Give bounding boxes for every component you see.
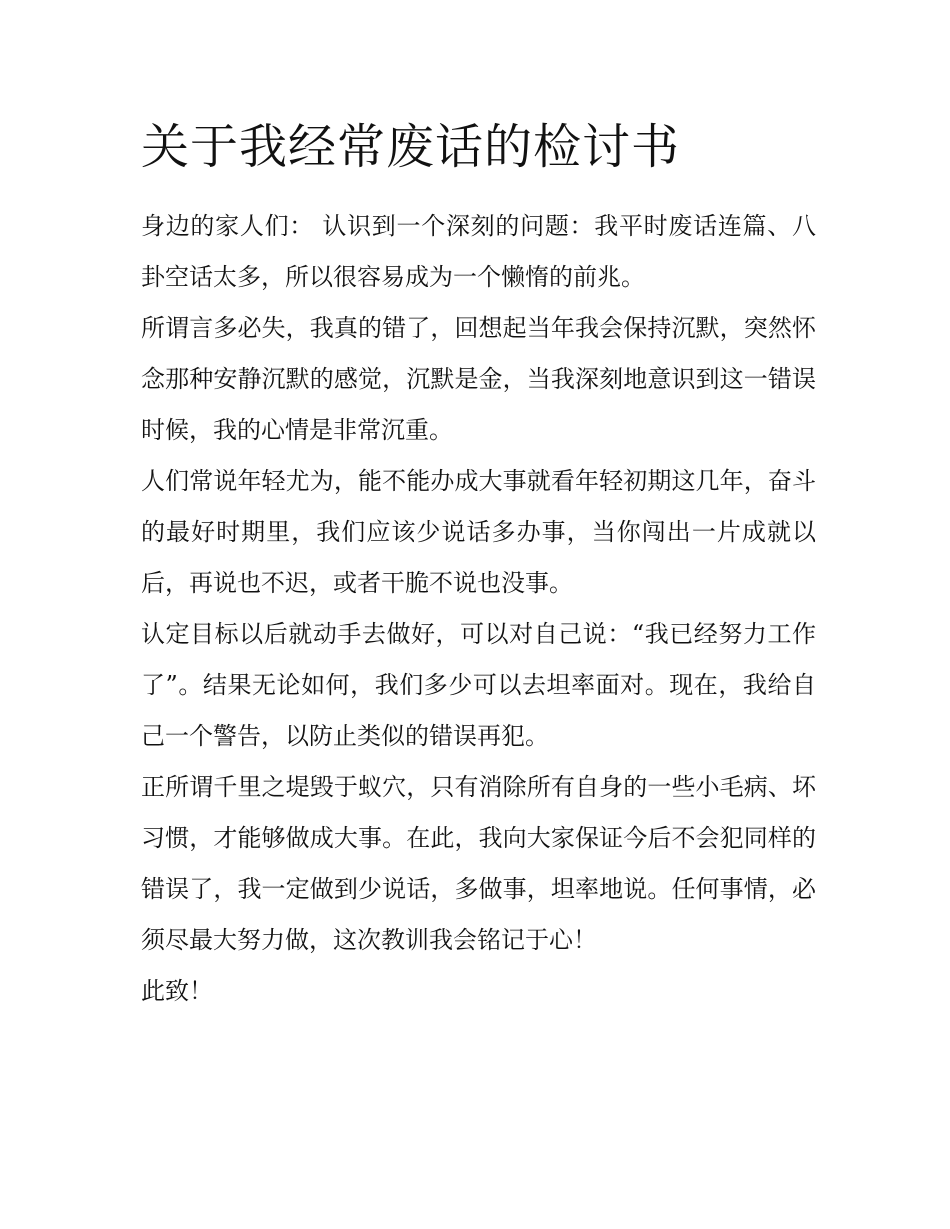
paragraph-5: 正所谓千里之堤毁于蚁穴，只有消除所有自身的一些小毛病、坏习惯，才能够做成大事。在此，我向大家保证今后不会犯同样的错误了，我一定做到少说话，多做事，坦率地说。任何事情，必须尽最大努力做，这次教训我会铭记于心！ [141,773,816,954]
document-body [141,115,816,1017]
paragraph-4: 认定目标以后就动手去做好，可以对自己说：“我已经努力工作了”。结果无论如何，我们多少可以去坦率面对。现在，我给自己一个警告，以防止类似的错误再犯。 [141,620,816,750]
closing-salutation: 此致！ [141,977,213,1005]
paragraph-3: 人们常说年轻尤为，能不能办成大事就看年轻初期这几年，奋斗的最好时期里，我们应该少说话多办事，当你闯出一片成就以后，再说也不迟，或者干脆不说也没事。 [141,467,816,597]
paragraph-1: 身边的家人们： 认识到一个深刻的问题：我平时废话连篇、八卦空话太多，所以很容易成为一个懒惰的前兆。 [141,212,816,291]
paragraph-2: 所谓言多必失，我真的错了，回想起当年我会保持沉默，突然怀念那种安静沉默的感觉，沉默是金，当我深刻地意识到这一错误时候，我的心情是非常沉重。 [141,314,816,444]
document-title: 关于我经常废话的检讨书 [141,119,681,175]
